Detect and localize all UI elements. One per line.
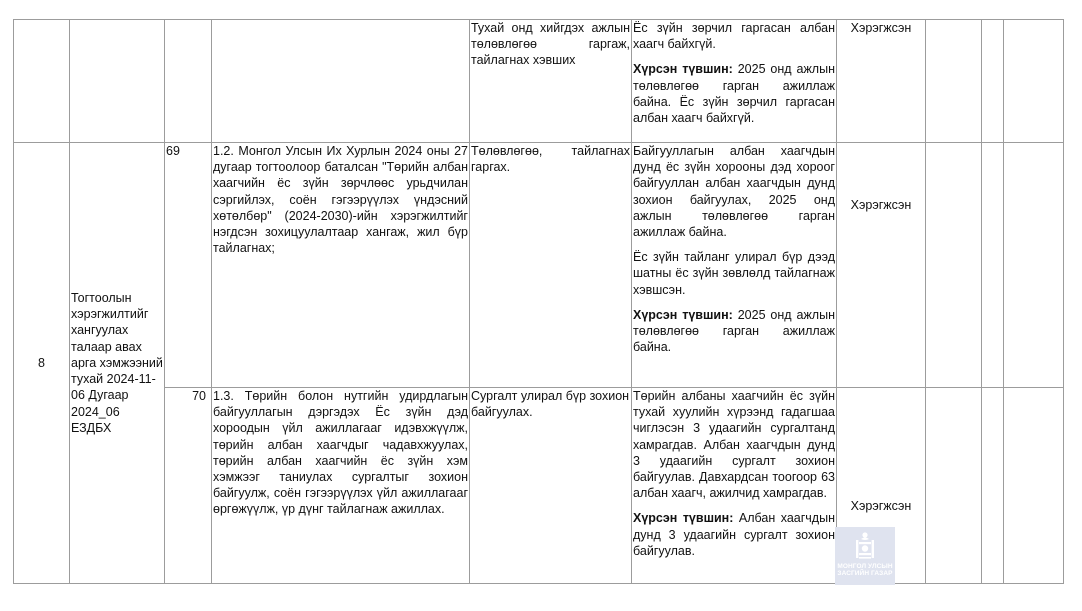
empty-cell	[1004, 143, 1064, 388]
soyombo-emblem-icon	[852, 531, 878, 563]
status-cell	[837, 20, 926, 143]
task-cell: Тухай онд хийгдэх ажлын төлөвлөгөө гаргаж, тайлагнах хэвших	[470, 20, 632, 143]
resolution-cell	[70, 20, 165, 143]
task-cell: Сургалт улирал бүр зохион байгуулах.	[470, 388, 632, 584]
status-badge: Хэрэгжсэн	[850, 198, 912, 212]
empty-cell	[982, 143, 1004, 388]
empty-cell	[1004, 388, 1064, 584]
logo-caption-line1: МОНГОЛ УЛСЫН	[837, 563, 893, 570]
row-no-cell	[14, 20, 70, 143]
item-no-cell: 69	[165, 143, 212, 388]
empty-cell	[1004, 20, 1064, 143]
resolution-cell: Тогтоолын хэрэгжилтийг хангуулах талаар авах арга хэмжээний тухай 2024-11-06 Дугаар 2024_06 ЕЗДБХ	[70, 143, 165, 584]
result-cell: Ёс зүйн зөрчил гаргасан албан хаагч байхгүй. Хүрсэн түвшин: 2025 онд ажлын төлөвлөгөө гарган ажиллаж байна. Ёс зүйн зөрчил гаргасан албан хаагч байхгүй.	[632, 20, 837, 143]
item-no-cell: 70	[165, 388, 212, 584]
table-row	[14, 20, 1064, 143]
empty-cell	[926, 388, 982, 584]
table-row	[14, 143, 1064, 388]
status-cell	[837, 143, 926, 388]
row-no-cell: 8	[14, 143, 70, 584]
task-cell: Төлөвлөгөө, тайлагнах гаргах.	[470, 143, 632, 388]
logo-caption-line2: ЗАСГИЙН ГАЗАР	[837, 570, 893, 577]
empty-cell	[926, 143, 982, 388]
measure-cell: 1.2. Монгол Улсын Их Хурлын 2024 оны 27 дугаар тогтоолоор баталсан "Төрийн албан хаагчийн ёс зүйн зөрчлөөс урьдчилан сэргийлэх, соён гэгээрүүлэх үндэсний хөтөлбөр" (2024-2030)-ийн хэрэгжилтийг нэгдсэн зохицуулалтаар хангаж, жил бүр тайлагнах;	[212, 143, 470, 388]
status-badge: Хэрэгжсэн	[850, 21, 912, 35]
status-badge: Хэрэгжсэн	[850, 499, 912, 513]
empty-cell	[926, 20, 982, 143]
result-cell: Төрийн албаны хаагчийн ёс зүйн тухай хуулийн хүрээнд гадагшаа чиглэсэн 3 удаагийн сургалтанд хамрагдав. Албан хаагчдын дунд 3 удаагийн сургалт зохион байгуулав. Давхардсан тоогоор 63 албан хаагч, ажилчид хамрагдав. Хүрсэн түвшин: Албан хаагчдын дунд 3 удаагийн сургалт зохион байгуулав.	[632, 388, 837, 584]
empty-cell	[982, 20, 1004, 143]
measure-cell: 1.3. Төрийн болон нутгийн удирдлагын байгууллагын дэргэдэх Ёс зүйн дэд хороодын үйл ажиллагааг идэвхжүүлж, төрийн албан хаагчдыг чадавхжуулах, төрийн албан хаагчийн ёс зүйн хэм хэмжээг таниулах сургалтыг зохион байгуулж, соён гэгээрүүлэх үйл ажиллагааг өргөжүүлж, үр дүнг тайлагнаж ажиллах.	[212, 388, 470, 584]
table-row	[14, 388, 1064, 584]
result-cell: Байгууллагын албан хаагчдын дунд ёс зүйн хорооны дэд хороог байгууллан албан хаагчдын дунд зохион байгуулах, 2025 онд ажлын төлөвлөгөө гарган ажиллаж байна. Ёс зүйн тайланг улирал бүр дээд шатны ёс зүйн зөвлөлд тайлагнаж хэвшсэн. Хүрсэн түвшин: 2025 онд ажлын төлөвлөгөө гарган ажиллаж байна.	[632, 143, 837, 388]
item-no-cell	[165, 20, 212, 143]
government-logo	[835, 527, 895, 585]
report-table	[13, 19, 1064, 584]
empty-cell	[982, 388, 1004, 584]
measure-cell	[212, 20, 470, 143]
